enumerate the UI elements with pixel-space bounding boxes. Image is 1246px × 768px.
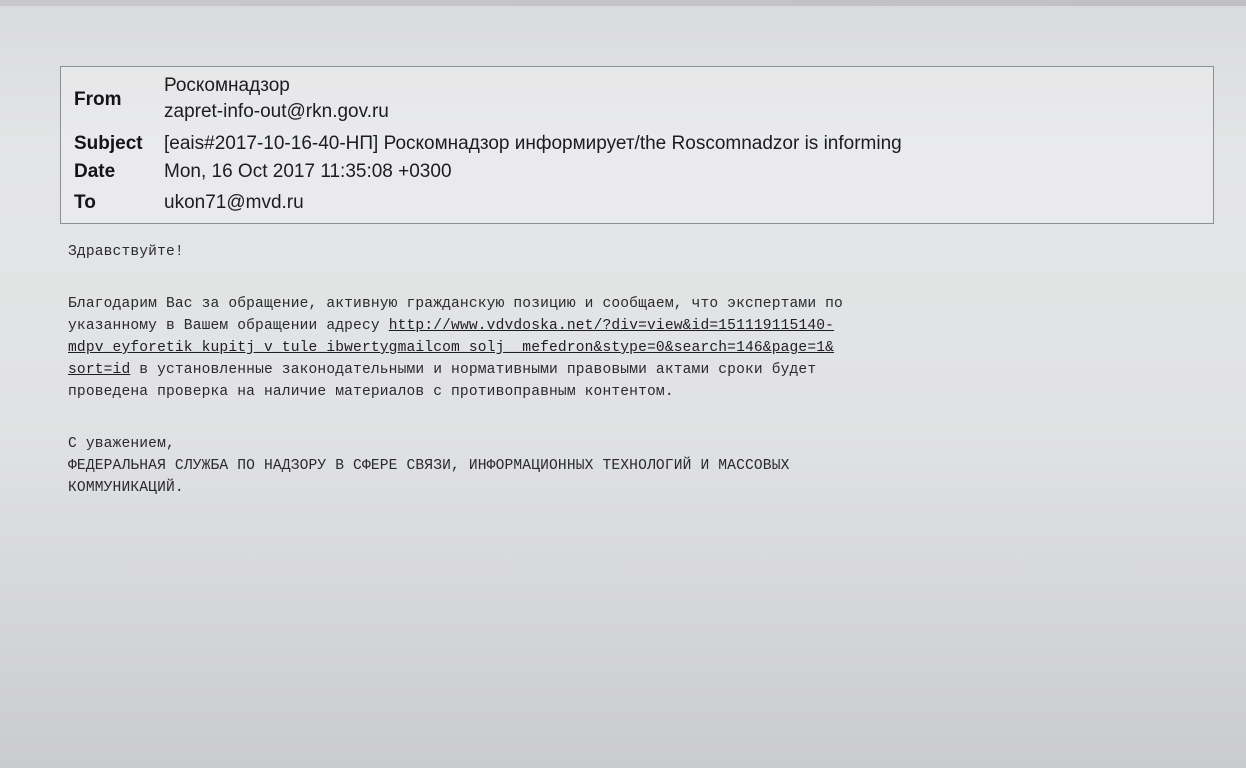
date-label: Date [74,161,116,182]
date-value: Mon, 16 Oct 2017 11:35:08 +0300 [164,161,452,182]
to-value: ukon71@mvd.ru [164,192,304,213]
paragraph-line-2-prefix: указанному в Вашем обращении адресу [68,318,389,334]
paragraph-line-4-suffix: в установленные законодательными и нормативными правовыми актами сроки будет [130,362,817,378]
from-email: zapret-info-out@rkn.gov.ru [164,101,389,122]
paragraph-line-3 [68,338,834,358]
top-edge-strip [0,0,1246,6]
signature-line-2: КОММУНИКАЦИЙ. [68,480,184,496]
subject-label: Subject [74,133,143,154]
reported-url-part-2: mdpv_eyforetik_kupitj_v_tule_ibwertygmailcom_solj__mefedron&stype=0&search=146&page=1& [68,340,835,356]
reported-url-part-1: http://www.vdvdoska.net/?div=view&id=151119115140- [388,318,835,334]
from-name: Роскомнадзор [164,75,290,96]
paragraph-line-1: Благодарим Вас за обращение, активную гражданскую позицию и сообщаем, что экспертами по [68,296,843,312]
signature-line-1: ФЕДЕРАЛЬНАЯ СЛУЖБА ПО НАДЗОРУ В СФЕРЕ СВЯЗИ, ИНФОРМАЦИОННЫХ ТЕХНОЛОГИЙ И МАССОВЫХ [68,458,790,474]
closing: С уважением, [68,436,175,452]
paragraph-line-2 [68,316,834,336]
to-label: To [74,192,96,213]
paragraph-line-4 [68,360,816,380]
reported-url-part-3: sort=id [68,362,131,378]
from-label: From [74,89,122,110]
subject-value: [eais#2017-10-16-40-НП] Роскомнадзор информирует/the Roscomnadzor is informing [164,133,902,154]
email-header-box [60,66,1214,224]
paragraph-line-5: проведена проверка на наличие материалов с противоправным контентом. [68,384,674,400]
greeting: Здравствуйте! [68,244,184,260]
